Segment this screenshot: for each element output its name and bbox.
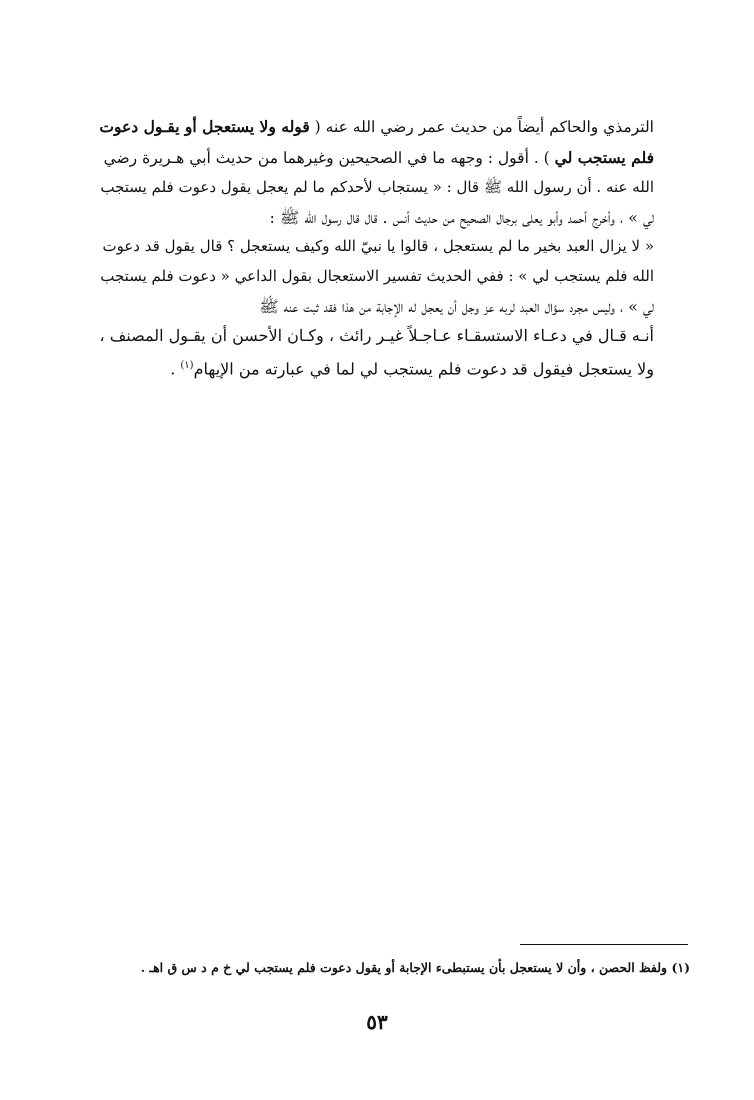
bold-quote: فلم يستجب لي bbox=[554, 147, 654, 167]
text-line bbox=[98, 321, 654, 351]
text-run: الله فلم يستجب لي » : ففي الحديث تفسير الاستعجال بقول الداعي « دعوت فلم يستجب bbox=[100, 266, 654, 285]
text-line bbox=[98, 203, 654, 233]
footnote-marker: (١) bbox=[180, 359, 194, 371]
text-run: . bbox=[170, 359, 181, 379]
text-run: ) . أقول : وجهه ما في الصحيحين وغيرهما من حديث أبي هـريرة رضي bbox=[103, 148, 555, 167]
text-line bbox=[98, 173, 654, 203]
text-line bbox=[98, 232, 654, 262]
text-run: لي » ، وأخرج أحمد وأبو يعلى برجال الصحيح من حديث أنس . قال قال رسول الله ﷺ : bbox=[269, 207, 654, 227]
text-run: أنـه قـال في دعـاء الاستسقـاء عـاجـلاً غيـر رائث ، وكـان الأحسن أن يقـول المصنف ، bbox=[99, 326, 654, 346]
text-run: الترمذي والحاكم أيضاً من حديث عمر رضي الله عنه ( bbox=[309, 118, 654, 136]
text-line bbox=[98, 143, 654, 174]
footnote-divider bbox=[520, 944, 688, 945]
body-text bbox=[98, 112, 654, 384]
text-run: لي » ، وليس مجرد سؤال العبد لربه عز وجل أن يعجل له الإجابة من هذا فقد ثبت عنه ﷺ bbox=[259, 296, 654, 316]
text-line bbox=[98, 262, 654, 292]
text-line bbox=[98, 351, 654, 384]
text-run: « لا يزال العبد بخير ما لم يستعجل ، قالوا يا نبيّ الله وكيف يستعجل ؟ قال يقول قد دعوت bbox=[102, 237, 654, 256]
text-line bbox=[98, 112, 654, 143]
bold-quote: قوله ولا يستعجل أو يقـول دعوت bbox=[99, 117, 310, 136]
page-number: ٥٣ bbox=[366, 1010, 388, 1034]
text-line bbox=[98, 292, 654, 322]
text-run: ولا يستعجل فيقول قد دعوت فلم يستجب لي لما في عبارته من الإيهام bbox=[193, 359, 654, 379]
footnote: (١) ولفظ الحصن ، وأن لا يستعجل بأن يستبطىء الإجابة أو يقول دعوت فلم يستجب لي خ م د س ق اهـ . bbox=[140, 960, 690, 975]
text-run: الله عنه . أن رسول الله ﷺ قال : « يستجاب لأحدكم ما لم يعجل يقول دعوت فلم يستجب bbox=[100, 178, 654, 197]
